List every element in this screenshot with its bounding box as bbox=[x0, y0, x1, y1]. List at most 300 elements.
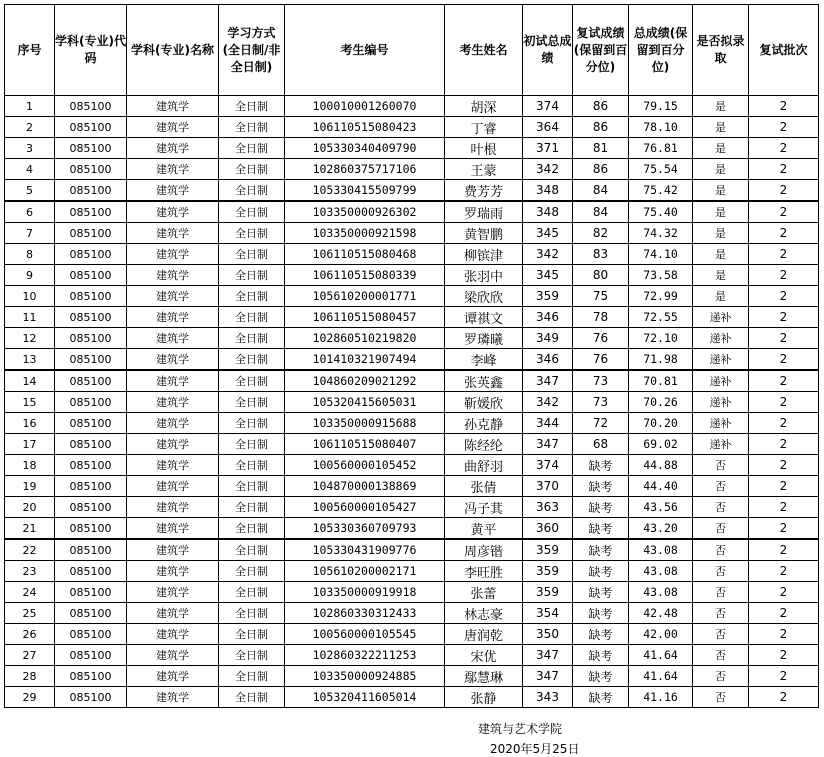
cell-seq: 18 bbox=[5, 455, 55, 476]
table-row bbox=[5, 349, 819, 371]
header-row bbox=[5, 5, 819, 96]
cell-code: 085100 bbox=[55, 180, 127, 202]
cell-retest: 缺考 bbox=[573, 539, 629, 561]
cell-name: 王蒙 bbox=[445, 159, 523, 180]
cell-major: 建筑学 bbox=[127, 201, 219, 223]
cell-name: 孙克静 bbox=[445, 413, 523, 434]
cell-initial: 342 bbox=[523, 244, 573, 265]
cell-admit: 是 bbox=[693, 286, 749, 307]
header-seq: 序号 bbox=[5, 5, 55, 96]
cell-batch: 2 bbox=[749, 117, 819, 138]
cell-major: 建筑学 bbox=[127, 392, 219, 413]
cell-code: 085100 bbox=[55, 518, 127, 540]
cell-admit: 递补 bbox=[693, 370, 749, 392]
cell-initial: 359 bbox=[523, 561, 573, 582]
cell-name: 张英鑫 bbox=[445, 370, 523, 392]
cell-retest: 缺考 bbox=[573, 624, 629, 645]
cell-mode: 全日制 bbox=[219, 624, 285, 645]
cell-code: 085100 bbox=[55, 201, 127, 223]
cell-name: 张蕾 bbox=[445, 582, 523, 603]
cell-initial: 346 bbox=[523, 349, 573, 371]
cell-code: 085100 bbox=[55, 539, 127, 561]
cell-mode: 全日制 bbox=[219, 265, 285, 286]
cell-mode: 全日制 bbox=[219, 666, 285, 687]
table-row bbox=[5, 328, 819, 349]
cell-retest: 86 bbox=[573, 117, 629, 138]
cell-seq: 1 bbox=[5, 96, 55, 117]
cell-exam-no: 102860375717106 bbox=[285, 159, 445, 180]
cell-name: 张倩 bbox=[445, 476, 523, 497]
cell-total: 75.40 bbox=[629, 201, 693, 223]
footer-date: 2020年5月25日 bbox=[490, 742, 580, 756]
cell-batch: 2 bbox=[749, 434, 819, 455]
cell-retest: 84 bbox=[573, 201, 629, 223]
cell-seq: 29 bbox=[5, 687, 55, 708]
cell-initial: 347 bbox=[523, 434, 573, 455]
cell-batch: 2 bbox=[749, 518, 819, 540]
cell-exam-no: 105330360709793 bbox=[285, 518, 445, 540]
table-row bbox=[5, 244, 819, 265]
cell-retest: 75 bbox=[573, 286, 629, 307]
cell-mode: 全日制 bbox=[219, 286, 285, 307]
cell-name: 李旺胜 bbox=[445, 561, 523, 582]
cell-seq: 15 bbox=[5, 392, 55, 413]
cell-initial: 348 bbox=[523, 201, 573, 223]
cell-initial: 346 bbox=[523, 307, 573, 328]
cell-mode: 全日制 bbox=[219, 603, 285, 624]
cell-retest: 76 bbox=[573, 328, 629, 349]
cell-admit: 否 bbox=[693, 582, 749, 603]
cell-admit: 否 bbox=[693, 497, 749, 518]
cell-mode: 全日制 bbox=[219, 201, 285, 223]
cell-total: 72.99 bbox=[629, 286, 693, 307]
cell-retest: 68 bbox=[573, 434, 629, 455]
cell-batch: 2 bbox=[749, 307, 819, 328]
cell-name: 冯子萁 bbox=[445, 497, 523, 518]
cell-total: 69.02 bbox=[629, 434, 693, 455]
cell-exam-no: 102860510219820 bbox=[285, 328, 445, 349]
cell-retest: 83 bbox=[573, 244, 629, 265]
cell-batch: 2 bbox=[749, 370, 819, 392]
cell-exam-no: 104860209021292 bbox=[285, 370, 445, 392]
table-row bbox=[5, 582, 819, 603]
cell-seq: 26 bbox=[5, 624, 55, 645]
cell-exam-no: 100560000105452 bbox=[285, 455, 445, 476]
cell-retest: 缺考 bbox=[573, 687, 629, 708]
cell-code: 085100 bbox=[55, 666, 127, 687]
cell-batch: 2 bbox=[749, 201, 819, 223]
cell-admit: 是 bbox=[693, 96, 749, 117]
cell-batch: 2 bbox=[749, 582, 819, 603]
header-admit: 是否拟录取 bbox=[693, 5, 749, 96]
cell-mode: 全日制 bbox=[219, 539, 285, 561]
cell-admit: 是 bbox=[693, 201, 749, 223]
cell-admit: 是 bbox=[693, 159, 749, 180]
cell-exam-no: 105320411605014 bbox=[285, 687, 445, 708]
cell-major: 建筑学 bbox=[127, 328, 219, 349]
cell-total: 72.55 bbox=[629, 307, 693, 328]
table-row bbox=[5, 180, 819, 202]
cell-name: 柳镔津 bbox=[445, 244, 523, 265]
cell-major: 建筑学 bbox=[127, 286, 219, 307]
cell-total: 43.08 bbox=[629, 539, 693, 561]
cell-mode: 全日制 bbox=[219, 645, 285, 666]
cell-total: 76.81 bbox=[629, 138, 693, 159]
cell-initial: 359 bbox=[523, 286, 573, 307]
cell-seq: 8 bbox=[5, 244, 55, 265]
cell-code: 085100 bbox=[55, 603, 127, 624]
cell-name: 黄平 bbox=[445, 518, 523, 540]
cell-retest: 缺考 bbox=[573, 645, 629, 666]
cell-exam-no: 105610200001771 bbox=[285, 286, 445, 307]
cell-seq: 3 bbox=[5, 138, 55, 159]
cell-name: 宋优 bbox=[445, 645, 523, 666]
table-row bbox=[5, 392, 819, 413]
cell-admit: 是 bbox=[693, 223, 749, 244]
cell-mode: 全日制 bbox=[219, 328, 285, 349]
table-row bbox=[5, 434, 819, 455]
table-row bbox=[5, 370, 819, 392]
cell-initial: 350 bbox=[523, 624, 573, 645]
header-name: 考生姓名 bbox=[445, 5, 523, 96]
cell-major: 建筑学 bbox=[127, 539, 219, 561]
cell-mode: 全日制 bbox=[219, 370, 285, 392]
cell-major: 建筑学 bbox=[127, 349, 219, 371]
cell-batch: 2 bbox=[749, 138, 819, 159]
cell-exam-no: 101410321907494 bbox=[285, 349, 445, 371]
cell-batch: 2 bbox=[749, 561, 819, 582]
table-row bbox=[5, 223, 819, 244]
cell-name: 李峰 bbox=[445, 349, 523, 371]
table-row bbox=[5, 455, 819, 476]
cell-mode: 全日制 bbox=[219, 138, 285, 159]
cell-batch: 2 bbox=[749, 265, 819, 286]
cell-retest: 73 bbox=[573, 370, 629, 392]
cell-retest: 82 bbox=[573, 223, 629, 244]
cell-exam-no: 103350000921598 bbox=[285, 223, 445, 244]
cell-mode: 全日制 bbox=[219, 117, 285, 138]
table-row bbox=[5, 265, 819, 286]
header-major: 学科(专业)名称 bbox=[127, 5, 219, 96]
cell-major: 建筑学 bbox=[127, 307, 219, 328]
cell-batch: 2 bbox=[749, 180, 819, 202]
table-row bbox=[5, 603, 819, 624]
cell-retest: 缺考 bbox=[573, 561, 629, 582]
cell-admit: 否 bbox=[693, 539, 749, 561]
cell-code: 085100 bbox=[55, 159, 127, 180]
table-row bbox=[5, 413, 819, 434]
cell-major: 建筑学 bbox=[127, 624, 219, 645]
cell-initial: 344 bbox=[523, 413, 573, 434]
cell-mode: 全日制 bbox=[219, 413, 285, 434]
cell-code: 085100 bbox=[55, 392, 127, 413]
cell-initial: 370 bbox=[523, 476, 573, 497]
cell-code: 085100 bbox=[55, 582, 127, 603]
cell-name: 罗瑞雨 bbox=[445, 201, 523, 223]
cell-admit: 否 bbox=[693, 624, 749, 645]
cell-admit: 是 bbox=[693, 244, 749, 265]
cell-admit: 是 bbox=[693, 180, 749, 202]
cell-seq: 28 bbox=[5, 666, 55, 687]
cell-exam-no: 102860330312433 bbox=[285, 603, 445, 624]
cell-retest: 缺考 bbox=[573, 518, 629, 540]
cell-total: 42.00 bbox=[629, 624, 693, 645]
cell-code: 085100 bbox=[55, 370, 127, 392]
cell-major: 建筑学 bbox=[127, 180, 219, 202]
cell-seq: 20 bbox=[5, 497, 55, 518]
cell-code: 085100 bbox=[55, 286, 127, 307]
cell-seq: 25 bbox=[5, 603, 55, 624]
cell-major: 建筑学 bbox=[127, 645, 219, 666]
table-row bbox=[5, 159, 819, 180]
cell-initial: 347 bbox=[523, 645, 573, 666]
table-row bbox=[5, 307, 819, 328]
cell-admit: 否 bbox=[693, 561, 749, 582]
cell-total: 70.26 bbox=[629, 392, 693, 413]
cell-admit: 递补 bbox=[693, 349, 749, 371]
cell-retest: 73 bbox=[573, 392, 629, 413]
table-row bbox=[5, 561, 819, 582]
cell-admit: 是 bbox=[693, 265, 749, 286]
cell-name: 胡深 bbox=[445, 96, 523, 117]
cell-seq: 27 bbox=[5, 645, 55, 666]
cell-batch: 2 bbox=[749, 666, 819, 687]
cell-major: 建筑学 bbox=[127, 603, 219, 624]
cell-mode: 全日制 bbox=[219, 582, 285, 603]
cell-seq: 4 bbox=[5, 159, 55, 180]
cell-initial: 374 bbox=[523, 96, 573, 117]
cell-mode: 全日制 bbox=[219, 180, 285, 202]
table-row bbox=[5, 286, 819, 307]
cell-major: 建筑学 bbox=[127, 138, 219, 159]
cell-batch: 2 bbox=[749, 286, 819, 307]
cell-exam-no: 102860322211253 bbox=[285, 645, 445, 666]
cell-exam-no: 100560000105545 bbox=[285, 624, 445, 645]
cell-major: 建筑学 bbox=[127, 223, 219, 244]
cell-batch: 2 bbox=[749, 539, 819, 561]
cell-code: 085100 bbox=[55, 223, 127, 244]
cell-initial: 343 bbox=[523, 687, 573, 708]
cell-batch: 2 bbox=[749, 645, 819, 666]
cell-mode: 全日制 bbox=[219, 434, 285, 455]
cell-total: 70.20 bbox=[629, 413, 693, 434]
cell-exam-no: 103350000919918 bbox=[285, 582, 445, 603]
cell-exam-no: 105320415605031 bbox=[285, 392, 445, 413]
cell-initial: 359 bbox=[523, 582, 573, 603]
cell-admit: 递补 bbox=[693, 434, 749, 455]
cell-retest: 缺考 bbox=[573, 582, 629, 603]
cell-total: 75.42 bbox=[629, 180, 693, 202]
cell-seq: 13 bbox=[5, 349, 55, 371]
cell-total: 78.10 bbox=[629, 117, 693, 138]
cell-retest: 缺考 bbox=[573, 476, 629, 497]
cell-name: 唐润乾 bbox=[445, 624, 523, 645]
cell-batch: 2 bbox=[749, 455, 819, 476]
cell-exam-no: 105330340409790 bbox=[285, 138, 445, 159]
cell-exam-no: 104870000138869 bbox=[285, 476, 445, 497]
cell-retest: 缺考 bbox=[573, 603, 629, 624]
cell-name: 张羽中 bbox=[445, 265, 523, 286]
cell-mode: 全日制 bbox=[219, 561, 285, 582]
cell-initial: 364 bbox=[523, 117, 573, 138]
header-total: 总成绩(保留到百分位) bbox=[629, 5, 693, 96]
table-row bbox=[5, 138, 819, 159]
cell-mode: 全日制 bbox=[219, 476, 285, 497]
cell-major: 建筑学 bbox=[127, 518, 219, 540]
cell-batch: 2 bbox=[749, 223, 819, 244]
header-code: 学科(专业)代码 bbox=[55, 5, 127, 96]
cell-batch: 2 bbox=[749, 624, 819, 645]
cell-name: 罗璘曦 bbox=[445, 328, 523, 349]
cell-batch: 2 bbox=[749, 96, 819, 117]
cell-batch: 2 bbox=[749, 687, 819, 708]
cell-name: 靳媛欣 bbox=[445, 392, 523, 413]
cell-code: 085100 bbox=[55, 624, 127, 645]
cell-code: 085100 bbox=[55, 117, 127, 138]
cell-major: 建筑学 bbox=[127, 413, 219, 434]
table-row bbox=[5, 687, 819, 708]
cell-seq: 2 bbox=[5, 117, 55, 138]
cell-total: 43.56 bbox=[629, 497, 693, 518]
cell-retest: 84 bbox=[573, 180, 629, 202]
cell-total: 43.08 bbox=[629, 561, 693, 582]
cell-major: 建筑学 bbox=[127, 561, 219, 582]
header-retest: 复试成绩(保留到百分位) bbox=[573, 5, 629, 96]
cell-total: 74.32 bbox=[629, 223, 693, 244]
cell-exam-no: 106110515080423 bbox=[285, 117, 445, 138]
cell-admit: 是 bbox=[693, 138, 749, 159]
cell-major: 建筑学 bbox=[127, 96, 219, 117]
cell-admit: 否 bbox=[693, 603, 749, 624]
cell-mode: 全日制 bbox=[219, 96, 285, 117]
cell-retest: 80 bbox=[573, 265, 629, 286]
cell-seq: 23 bbox=[5, 561, 55, 582]
cell-major: 建筑学 bbox=[127, 455, 219, 476]
cell-batch: 2 bbox=[749, 476, 819, 497]
cell-code: 085100 bbox=[55, 307, 127, 328]
cell-total: 41.64 bbox=[629, 666, 693, 687]
cell-seq: 22 bbox=[5, 539, 55, 561]
cell-major: 建筑学 bbox=[127, 434, 219, 455]
cell-initial: 347 bbox=[523, 666, 573, 687]
cell-seq: 19 bbox=[5, 476, 55, 497]
cell-mode: 全日制 bbox=[219, 159, 285, 180]
cell-total: 73.58 bbox=[629, 265, 693, 286]
cell-name: 周彦锴 bbox=[445, 539, 523, 561]
table-row bbox=[5, 476, 819, 497]
cell-seq: 5 bbox=[5, 180, 55, 202]
cell-initial: 345 bbox=[523, 223, 573, 244]
cell-name: 曲舒羽 bbox=[445, 455, 523, 476]
cell-exam-no: 103350000915688 bbox=[285, 413, 445, 434]
cell-mode: 全日制 bbox=[219, 223, 285, 244]
cell-major: 建筑学 bbox=[127, 666, 219, 687]
cell-mode: 全日制 bbox=[219, 392, 285, 413]
cell-name: 陈经纶 bbox=[445, 434, 523, 455]
cell-retest: 缺考 bbox=[573, 666, 629, 687]
cell-total: 75.54 bbox=[629, 159, 693, 180]
cell-retest: 86 bbox=[573, 159, 629, 180]
cell-initial: 347 bbox=[523, 370, 573, 392]
cell-retest: 86 bbox=[573, 96, 629, 117]
cell-seq: 12 bbox=[5, 328, 55, 349]
cell-total: 44.88 bbox=[629, 455, 693, 476]
cell-total: 41.64 bbox=[629, 645, 693, 666]
cell-exam-no: 103350000924885 bbox=[285, 666, 445, 687]
cell-total: 42.48 bbox=[629, 603, 693, 624]
cell-exam-no: 106110515080457 bbox=[285, 307, 445, 328]
cell-batch: 2 bbox=[749, 328, 819, 349]
cell-code: 085100 bbox=[55, 138, 127, 159]
cell-initial: 348 bbox=[523, 180, 573, 202]
table-row bbox=[5, 201, 819, 223]
cell-major: 建筑学 bbox=[127, 370, 219, 392]
cell-total: 72.10 bbox=[629, 328, 693, 349]
cell-mode: 全日制 bbox=[219, 244, 285, 265]
cell-major: 建筑学 bbox=[127, 476, 219, 497]
cell-code: 085100 bbox=[55, 434, 127, 455]
cell-batch: 2 bbox=[749, 603, 819, 624]
cell-name: 黄智鹏 bbox=[445, 223, 523, 244]
cell-initial: 342 bbox=[523, 159, 573, 180]
table-row bbox=[5, 624, 819, 645]
cell-initial: 359 bbox=[523, 539, 573, 561]
cell-initial: 349 bbox=[523, 328, 573, 349]
cell-major: 建筑学 bbox=[127, 265, 219, 286]
cell-name: 谭祺文 bbox=[445, 307, 523, 328]
cell-exam-no: 105610200002171 bbox=[285, 561, 445, 582]
table-row bbox=[5, 518, 819, 540]
header-batch: 复试批次 bbox=[749, 5, 819, 96]
cell-seq: 10 bbox=[5, 286, 55, 307]
cell-batch: 2 bbox=[749, 392, 819, 413]
cell-seq: 6 bbox=[5, 201, 55, 223]
cell-name: 林志豪 bbox=[445, 603, 523, 624]
header-exam-no: 考生编号 bbox=[285, 5, 445, 96]
cell-total: 79.15 bbox=[629, 96, 693, 117]
cell-mode: 全日制 bbox=[219, 349, 285, 371]
cell-batch: 2 bbox=[749, 244, 819, 265]
table-row bbox=[5, 497, 819, 518]
cell-admit: 递补 bbox=[693, 413, 749, 434]
cell-initial: 374 bbox=[523, 455, 573, 476]
cell-initial: 342 bbox=[523, 392, 573, 413]
cell-code: 085100 bbox=[55, 96, 127, 117]
cell-code: 085100 bbox=[55, 687, 127, 708]
cell-exam-no: 105330415509799 bbox=[285, 180, 445, 202]
cell-seq: 24 bbox=[5, 582, 55, 603]
cell-exam-no: 100560000105427 bbox=[285, 497, 445, 518]
cell-mode: 全日制 bbox=[219, 687, 285, 708]
cell-initial: 360 bbox=[523, 518, 573, 540]
cell-total: 43.20 bbox=[629, 518, 693, 540]
cell-code: 085100 bbox=[55, 561, 127, 582]
cell-seq: 9 bbox=[5, 265, 55, 286]
cell-name: 费芳芳 bbox=[445, 180, 523, 202]
cell-exam-no: 103350000926302 bbox=[285, 201, 445, 223]
cell-code: 085100 bbox=[55, 455, 127, 476]
cell-name: 梁欣欣 bbox=[445, 286, 523, 307]
cell-admit: 否 bbox=[693, 455, 749, 476]
cell-admit: 否 bbox=[693, 687, 749, 708]
cell-admit: 否 bbox=[693, 645, 749, 666]
cell-seq: 7 bbox=[5, 223, 55, 244]
cell-initial: 371 bbox=[523, 138, 573, 159]
cell-total: 44.40 bbox=[629, 476, 693, 497]
cell-code: 085100 bbox=[55, 265, 127, 286]
cell-retest: 72 bbox=[573, 413, 629, 434]
cell-name: 张静 bbox=[445, 687, 523, 708]
